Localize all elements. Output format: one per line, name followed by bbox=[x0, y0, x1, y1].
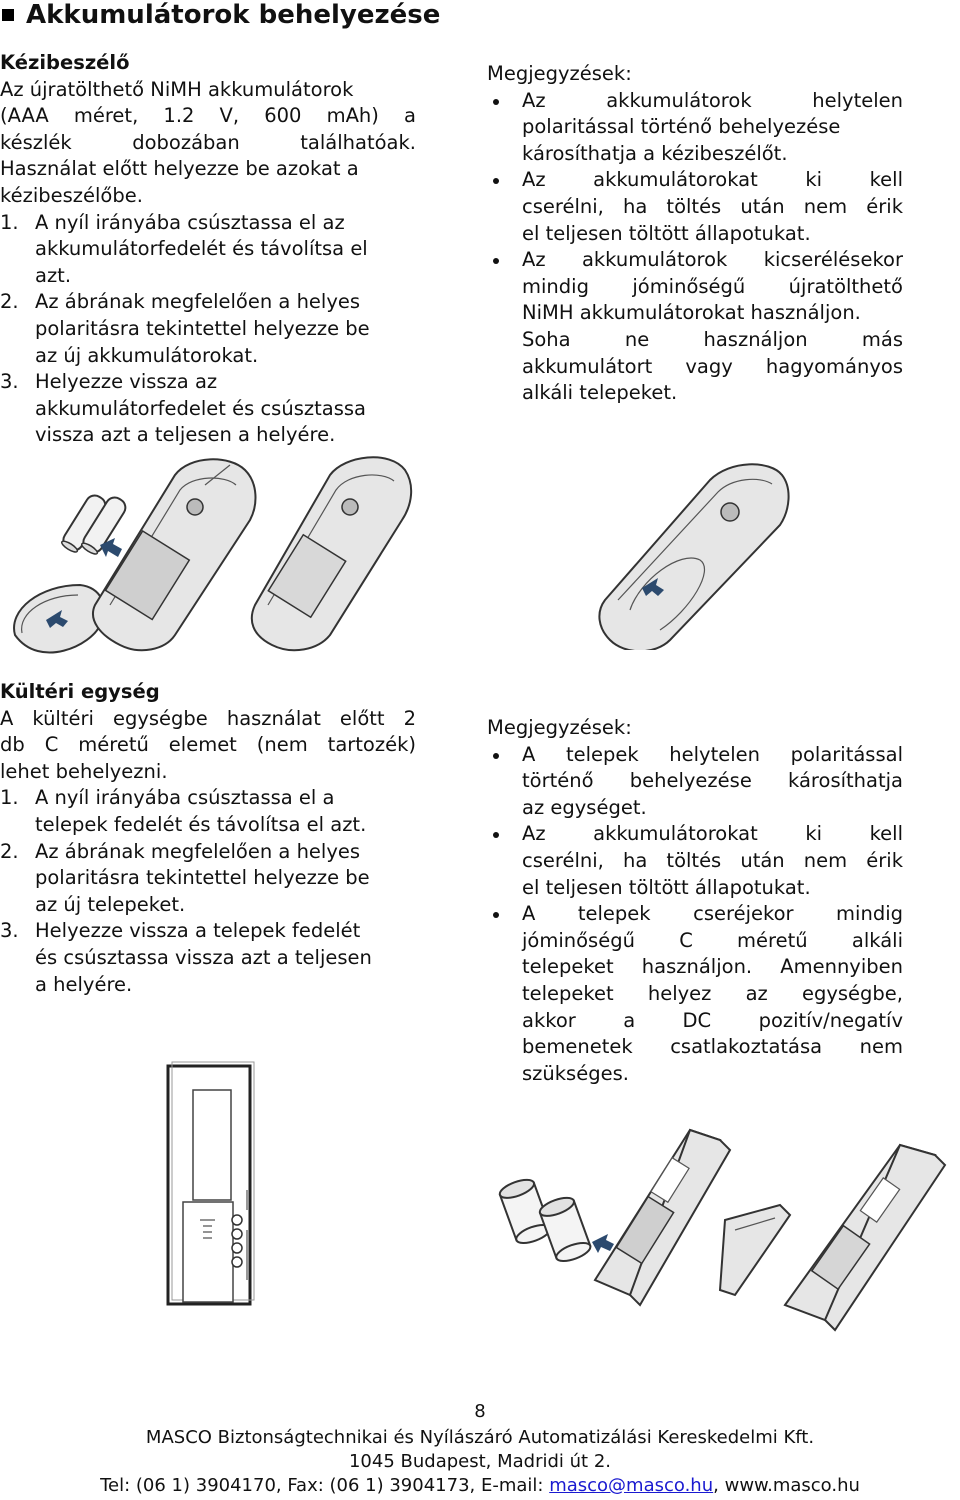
bullet-dot-icon bbox=[487, 167, 522, 247]
note-line: történő behelyezése károsíthatja bbox=[522, 769, 903, 793]
note-line: Az akkumulátorok helytelen bbox=[522, 88, 903, 112]
bullet-square-icon bbox=[2, 9, 14, 21]
note-line: alkáli telepeket. bbox=[522, 381, 678, 405]
page-title-text: Akkumulátorok behelyezése bbox=[26, 0, 441, 30]
note-line: A telepek helytelen polaritással bbox=[522, 742, 903, 766]
note-line: Az akkumulátorokat ki kell bbox=[522, 822, 903, 846]
footer-company: MASCO Biztonságtechnikai és Nyílászáró Automatizálási Kereskedelmi Kft. bbox=[145, 1427, 815, 1448]
footer-contact bbox=[0, 1475, 960, 1497]
footer-website: www.masco.hu bbox=[724, 1475, 860, 1496]
handset-heading: Kézibeszélő bbox=[0, 51, 130, 74]
handset-section bbox=[0, 50, 416, 449]
handset-intro-line: kézibeszélőbe. bbox=[0, 183, 143, 207]
step-line: vissza azt a teljesen a helyére. bbox=[35, 423, 336, 447]
note-line: A telepek cseréjekor mindig bbox=[522, 902, 903, 926]
note-item bbox=[487, 901, 903, 1087]
outdoor-heading: Kültéri egység bbox=[0, 680, 160, 703]
step-line: azt. bbox=[35, 263, 72, 287]
outdoor-intro-line: A kültéri egységbe használat előtt 2 bbox=[0, 706, 416, 730]
note-item bbox=[487, 88, 903, 168]
step-line: polaritásra tekintettel helyezze be bbox=[35, 316, 370, 340]
battery-cover-icon bbox=[14, 585, 104, 653]
note-line: Az akkumulátorokat ki kell bbox=[522, 168, 903, 192]
outdoor-intro-line: db C méretű elemet (nem tartozék) bbox=[0, 733, 416, 757]
step-line: Helyezze vissza az bbox=[35, 370, 218, 394]
bullet-dot-icon bbox=[487, 88, 522, 168]
step-line: akkumulátorfedelet és csúsztassa bbox=[35, 396, 366, 420]
battery-cover-icon bbox=[720, 1205, 790, 1295]
outdoor-unit-closed-icon bbox=[785, 1145, 945, 1330]
step-line: polaritásra tekintettel helyezze be bbox=[35, 866, 370, 890]
note-line: bemenetek csatlakoztatása nem bbox=[522, 1035, 903, 1059]
outdoor-step-2 bbox=[0, 839, 416, 919]
bullet-dot-icon bbox=[487, 742, 522, 822]
step-line: A nyíl irányába csúsztassa el az bbox=[35, 210, 345, 234]
notes-title: Megjegyzések: bbox=[487, 62, 632, 85]
outdoor-batteries-illustration bbox=[480, 1110, 960, 1340]
handset-battery-illustration bbox=[0, 445, 420, 670]
outdoor-unit-illustration bbox=[165, 1060, 265, 1310]
outdoor-intro-line: lehet behelyezni. bbox=[0, 759, 168, 783]
step-line: Az ábrának megfelelően a helyes bbox=[35, 839, 361, 863]
note-line: Az akkumulátorok kicserélésekor bbox=[522, 248, 903, 272]
step-line: az új telepeket. bbox=[35, 892, 186, 916]
note-line: el teljesen töltött állapotukat. bbox=[522, 221, 811, 245]
outdoor-step-3 bbox=[0, 918, 416, 998]
step-line: és csúsztassa vissza azt a teljesen bbox=[35, 945, 372, 969]
step-line: az új akkumulátorokat. bbox=[35, 343, 259, 367]
step-line: a helyére. bbox=[35, 972, 133, 996]
outdoor-unit-open-icon bbox=[595, 1130, 730, 1305]
step-number: 3. bbox=[0, 370, 19, 394]
handset-intro-line: készlék dobozában találhatóak. bbox=[0, 130, 416, 154]
step-number: 2. bbox=[0, 839, 19, 863]
handset-step-1 bbox=[0, 210, 416, 290]
c-battery-icon bbox=[498, 1176, 593, 1265]
note-item bbox=[487, 247, 903, 407]
note-line: károsíthatja a kézibeszélőt. bbox=[522, 141, 788, 165]
aaa-battery-icon bbox=[59, 492, 128, 556]
step-line: Helyezze vissza a telepek fedelét bbox=[35, 919, 361, 943]
handset-notes bbox=[487, 61, 903, 407]
note-line: Soha ne használjon más bbox=[522, 327, 903, 351]
handset-closed-illustration bbox=[590, 460, 940, 650]
handset-intro-line: Az újratölthető NiMH akkumulátorok bbox=[0, 77, 354, 101]
step-line: A nyíl irányába csúsztassa el a bbox=[35, 786, 335, 810]
step-line: Az ábrának megfelelően a helyes bbox=[35, 290, 361, 314]
note-line: polaritással történő behelyezése bbox=[522, 115, 841, 139]
note-line: cserélni, ha töltés után nem érik bbox=[522, 848, 903, 872]
outdoor-section bbox=[0, 679, 416, 998]
step-number: 3. bbox=[0, 919, 19, 943]
bullet-dot-icon bbox=[487, 901, 522, 1087]
handset-intro-line: (AAA méret, 1.2 V, 600 mAh) a bbox=[0, 104, 416, 128]
footer-address: 1045 Budapest, Madridi út 2. bbox=[348, 1451, 612, 1472]
footer-separator: , bbox=[713, 1475, 725, 1496]
note-item bbox=[487, 167, 903, 247]
page-number: 8 bbox=[474, 1401, 486, 1422]
page-title bbox=[0, 0, 440, 30]
footer-contact-text: Tel: (06 1) 3904170, Fax: (06 1) 3904173, E-mail: bbox=[100, 1475, 550, 1496]
note-line: szükséges. bbox=[522, 1061, 629, 1085]
note-line: NiMH akkumulátorokat használjon. bbox=[522, 301, 861, 325]
note-line: az egységet. bbox=[522, 795, 647, 819]
note-item bbox=[487, 742, 903, 822]
bullet-dot-icon bbox=[487, 247, 522, 407]
note-item bbox=[487, 821, 903, 901]
note-line: telepeket használjon. Amennyiben bbox=[522, 955, 903, 979]
step-line: akkumulátorfedelét és távolítsa el bbox=[35, 237, 368, 261]
bullet-dot-icon bbox=[487, 821, 522, 901]
handset-batteries-inserted-icon bbox=[252, 457, 411, 650]
note-line: telepeket helyez az egységbe, bbox=[522, 981, 903, 1005]
note-line: akkor a DC pozitív/negatív bbox=[522, 1008, 903, 1032]
step-number: 1. bbox=[0, 786, 19, 810]
outdoor-step-1 bbox=[0, 785, 416, 838]
insert-arrow-icon bbox=[592, 1234, 614, 1253]
notes-title: Megjegyzések: bbox=[487, 716, 632, 739]
outdoor-notes bbox=[487, 715, 903, 1087]
step-line: telepek fedelét és távolítsa el azt. bbox=[35, 812, 367, 836]
handset-intro-line: Használat előtt helyezze be azokat a bbox=[0, 157, 359, 181]
step-number: 1. bbox=[0, 210, 19, 234]
note-line: mindig jóminőségű újratölthető bbox=[522, 274, 903, 298]
note-line: cserélni, ha töltés után nem érik bbox=[522, 194, 903, 218]
note-line: el teljesen töltött állapotukat. bbox=[522, 875, 811, 899]
note-line: akkumulátort vagy hagyományos bbox=[522, 354, 903, 378]
step-number: 2. bbox=[0, 290, 19, 314]
note-line: jóminőségű C méretű alkáli bbox=[522, 928, 903, 952]
handset-step-3 bbox=[0, 369, 416, 449]
handset-step-2 bbox=[0, 289, 416, 369]
footer-email-link[interactable]: masco@masco.hu bbox=[549, 1475, 714, 1496]
